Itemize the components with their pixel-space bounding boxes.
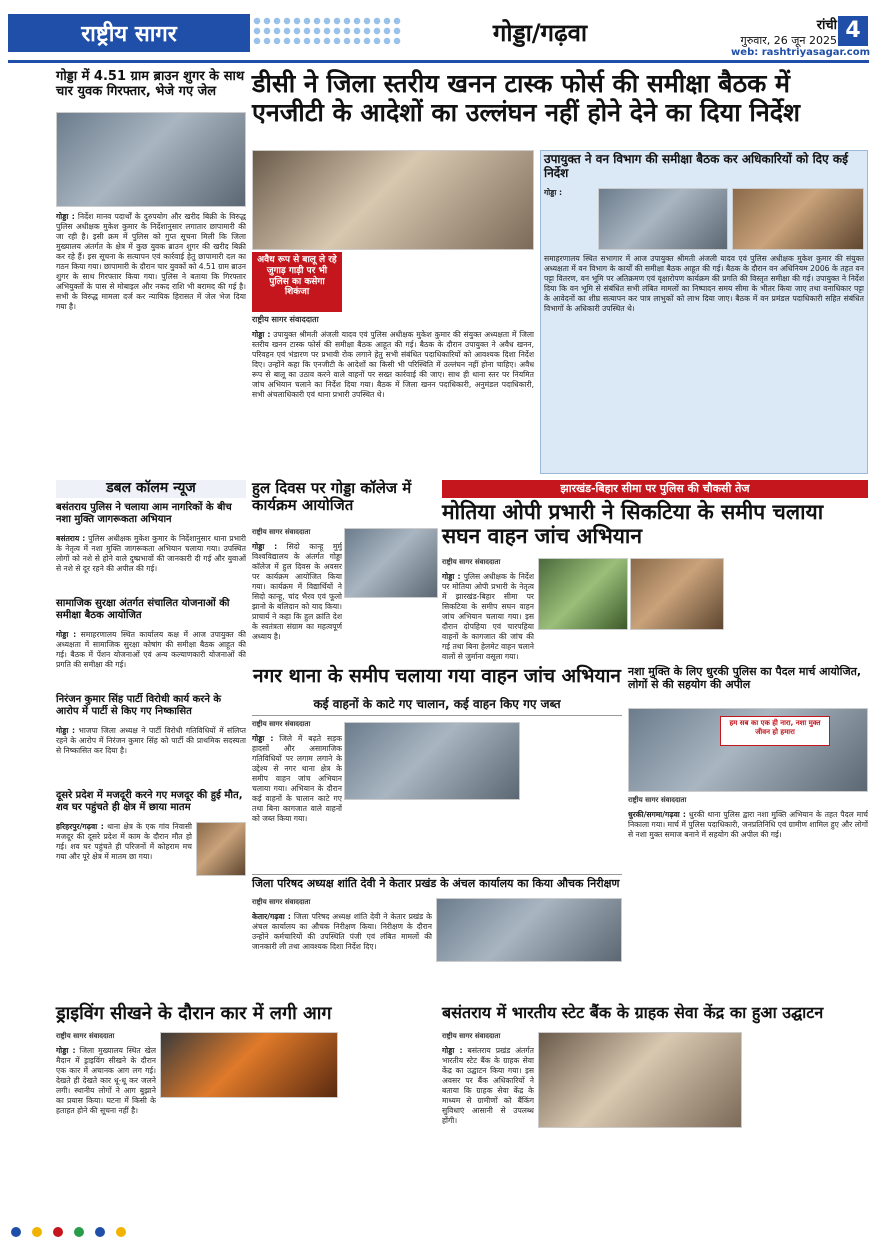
forest-text <box>544 188 594 250</box>
border-check-dateline: गोड्डा : <box>442 572 461 581</box>
sbi-text <box>442 1046 534 1216</box>
nagar-thana-dateline: गोड्डा : <box>252 734 274 743</box>
border-check-headline: मोतिया ओपी प्रभारी ने सिकटिया के समीप चलाया सघन वाहन जांच अभियान <box>442 500 824 549</box>
footer-dot-row <box>8 1222 869 1234</box>
drug-rally-byline: राष्ट्रीय सागर संवाददाता <box>628 796 687 804</box>
left-top-text <box>56 212 246 474</box>
left-top-headline: गोड्डा में 4.51 ग्राम ब्राउन शुगर के साथ चार युवक गिरफ्तार, भेजे गए जेल <box>56 69 245 99</box>
lead-byline: राष्ट्रीय सागर संवाददाता <box>252 315 319 324</box>
nagar-thana-subhead: कई वाहनों के काटे गए चालान, कई वाहन किए गए जब्त <box>252 698 622 716</box>
nagar-thana-byline: राष्ट्रीय सागर संवाददाता <box>252 720 311 728</box>
border-check-kicker: झारखंड-बिहार सीमा पर पुलिस की चौकसी तेज <box>442 480 868 498</box>
page-number: 4 <box>838 16 868 46</box>
footer-dot <box>95 1227 105 1237</box>
city-name: रांची <box>816 18 837 33</box>
double-column-body-2: समाहरणालय स्थित कार्यालय कक्ष में आज उपायुक्त की अध्यक्षता में सामाजिक सुरक्षा कोषांग की समीक्षा बैठक आहूत की गई। बैठक में पेंशन योजनाओं एवं अन्य कल्याणकारी योजनाओं की प्रगति की समीक्षा की गई। <box>56 630 246 670</box>
double-column-text-1 <box>56 534 246 596</box>
zila-parishad-dateline: केतार/गढ़वा : <box>252 912 291 921</box>
nagar-thana-headline: नगर थाना के समीप चलाया गया वाहन जांच अभियान <box>253 665 621 687</box>
car-fire-dateline: गोड्डा : <box>56 1046 76 1055</box>
lead-photo <box>252 150 534 250</box>
forest-photo-1 <box>598 188 728 250</box>
border-check-photo-2 <box>630 558 724 630</box>
double-column-headline-1: बसंतराय पुलिस ने चलाया आम नागरिकों के बीच नशा मुक्ति जागरूकता अभियान <box>56 502 232 525</box>
double-column-text-2 <box>56 630 246 692</box>
sbi-photo <box>538 1032 742 1128</box>
double-column-body-4: थाना क्षेत्र के एक गांव निवासी मजदूर की दूसरे प्रदेश में काम के दौरान मौत हो गई। शव घर पहुंचते ही परिजनों में कोहराम मच गया और पूरे क्षेत्र में मातम छा गया। <box>56 822 192 862</box>
border-check-body: पुलिस अधीक्षक के निर्देश पर मोतिया ओपी प्रभारी के नेतृत्व में झारखंड-बिहार सीमा पर सिकटिया के समीप सघन वाहन जांच अभियान चलाया गया। इस दौरान दोपहिया एवं चारपहिया वाहनों के कागजात की जांच की गई तथा बिना हेलमेट वाहन चलाने वालों से जुर्माना वसूला गया। <box>442 572 534 662</box>
hul-diwas-text <box>252 542 342 662</box>
double-column-text-3 <box>56 726 246 788</box>
lead-dateline: गोड्डा : <box>252 330 271 339</box>
double-column-headline-3: निरंजन कुमार सिंह पार्टी विरोधी कार्य करने के आरोप में पार्टी से किए गए निष्कासित <box>56 694 222 717</box>
car-fire-photo <box>160 1032 338 1098</box>
left-top-dateline: गोड्डा : <box>56 212 75 221</box>
forest-headline: उपायुक्त ने वन विभाग की समीक्षा बैठक कर अधिकारियों को दिए कई निर्देश <box>544 152 848 180</box>
drug-rally-dateline: धुरकी/सगमा/गढ़वा : <box>628 810 686 819</box>
footer-dot <box>116 1227 126 1237</box>
border-check-photo-1 <box>538 558 628 630</box>
double-column-dateline-3: गोड्डा : <box>56 726 76 735</box>
double-column-dateline-2: गोड्डा : <box>56 630 77 639</box>
left-top-photo <box>56 112 246 207</box>
drug-rally-text <box>628 810 868 990</box>
masthead-dot-pattern <box>252 16 402 44</box>
nagar-thana-photo <box>344 722 520 800</box>
forest-dateline: गोड्डा : <box>544 188 563 197</box>
hul-diwas-headline: हुल दिवस पर गोड्डा कॉलेज में कार्यक्रम आयोजित <box>252 479 412 515</box>
car-fire-text <box>56 1046 156 1216</box>
zila-parishad-headline: जिला परिषद अध्यक्ष शांति देवी ने केतार प्रखंड के अंचल कार्यालय का किया औचक निरीक्षण <box>252 874 622 894</box>
border-check-text <box>442 572 534 662</box>
lead-text <box>252 330 534 474</box>
sbi-body: बसंतराय प्रखंड अंतर्गत भारतीय स्टेट बैंक के ग्राहक सेवा केंद्र का उद्घाटन किया गया। इस अवसर पर बैंक अधिकारियों ने बताया कि ग्राहक सेवा केंद्र के माध्यम से ग्रामीणों को बैंकिंग सुविधाएं आसानी से उपलब्ध होंगी। <box>442 1046 534 1126</box>
sbi-byline: राष्ट्रीय सागर संवाददाता <box>442 1032 501 1040</box>
border-check-byline: राष्ट्रीय सागर संवाददाता <box>442 558 501 566</box>
double-column-dateline-1: बसंतराय : <box>56 534 86 543</box>
double-column-body-1: पुलिस अधीक्षक मुकेश कुमार के निर्देशानुसार थाना प्रभारी के नेतृत्व में नशा मुक्ति जागरूकता अभियान चलाया गया। उपस्थित लोगों को नशे से होने वाले दुष्प्रभावों की जानकारी दी गई और युवाओं से नशे से दूर रहने की अपील की गई। <box>56 534 246 574</box>
footer-dot <box>11 1227 21 1237</box>
footer-dot <box>53 1227 63 1237</box>
forest-photo-2 <box>732 188 864 250</box>
double-column-headline-4: दूसरे प्रदेश में मजदूरी करने गए मजदूर की हुई मौत, शव घर पहुंचते ही क्षेत्र में छाया मातम <box>56 790 243 813</box>
nagar-thana-body: जिले में बढ़ते सड़क हादसों और असामाजिक गतिविधियों पर लगाम लगाने के उद्देश्य से नगर थाना क्षेत्र के समीप वाहन जांच अभियान चलाया गया। अभियान के दौरान कई वाहनों के चालान काटे गए तथा बिना कागजात वाले वाहनों को जब्त किया गया। <box>252 734 342 824</box>
hul-diwas-byline: राष्ट्रीय सागर संवाददाता <box>252 528 311 536</box>
left-top-body: निर्देश मानव पदार्थों के दुरुपयोग और खरीद बिक्री के विरुद्ध पुलिस अधीक्षक मुकेश कुमार के निर्देशानुसार लगातार छापामारी की जा रही है। इसी क्रम में पुलिस को गुप्त सूचना मिली कि जिला मुख्यालय अंतर्गत के क्षेत्र में कुछ युवक ब्राउन शुगर की खरीद बिक्री कर रहे हैं। इस सूचना के सत्यापन एवं कार्रवाई हेतु छापामारी दल का गठन किया गया। छापामारी के दौरान चार युवकों को 4.51 ग्राम ब्राउन शुगर के साथ गिरफ्तार किया गया। पुलिस ने बताया कि गिरफ्तार अभियुक्तों के पास से मोबाइल और नकद राशि भी बरामद की गई है। सभी के विरुद्ध मामला दर्ज कर न्यायिक हिरासत में जेल भेज दिया गया है। <box>56 212 246 312</box>
zila-parishad-text <box>252 912 432 992</box>
hul-diwas-body: सिदो कान्हू मुर्मू विश्वविद्यालय के अंतर्गत गोड्डा कॉलेज में हुल दिवस के अवसर पर कार्यक्रम आयोजित किया गया। कार्यक्रम में विद्यार्थियों ने सिदो कान्हू, चांद भैरव एवं फूलो झानो के बलिदान को याद किया। प्राचार्य ने कहा कि हुल क्रांति देश के स्वतंत्रता संग्राम का महत्वपूर्ण अध्याय है। <box>252 542 342 642</box>
footer-dot <box>74 1227 84 1237</box>
sbi-dateline: गोड्डा : <box>442 1046 463 1055</box>
double-column-title: डबल कॉलम न्यूज <box>56 480 246 498</box>
car-fire-byline: राष्ट्रीय सागर संवाददाता <box>56 1032 115 1040</box>
sbi-headline: बसंतराय में भारतीय स्टेट बैंक के ग्राहक सेवा केंद्र का हुआ उद्घाटन <box>442 1003 824 1022</box>
issue-date: गुरुवार, 26 जून 2025 <box>740 34 837 47</box>
car-fire-headline: ड्राइविंग सीखने के दौरान कार में लगी आग <box>56 1003 332 1024</box>
double-column-headline-2: सामाजिक सुरक्षा अंतर्गत संचालित योजनाओं की समीक्षा बैठक आयोजित <box>56 598 230 621</box>
double-column-body-3: भाजपा जिला अध्यक्ष ने पार्टी विरोधी गतिविधियों में संलिप्त रहने के आरोप में निरंजन कुमार सिंह को पार्टी की प्राथमिक सदस्यता से निष्कासित कर दिया है। <box>56 726 246 756</box>
zila-parishad-body: जिला परिषद अध्यक्ष शांति देवी ने केतार प्रखंड के अंचल कार्यालय का औचक निरीक्षण किया। निरीक्षण के दौरान उन्होंने कर्मचारियों की उपस्थिति पंजी एवं लंबित मामलों की जानकारी ली तथा आवश्यक दिशा निर्देश दिए। <box>252 912 432 952</box>
drug-rally-body: धुरकी थाना पुलिस द्वारा नशा मुक्ति अभियान के तहत पैदल मार्च निकाला गया। मार्च में पुलिस पदाधिकारी, जनप्रतिनिधि एवं ग्रामीण शामिल हुए और लोगों से नशा मुक्त समाज बनाने में सहयोग की अपील की गई। <box>628 810 868 840</box>
double-column-dateline-4: हरिहरपुर/गढ़वा : <box>56 822 104 831</box>
masthead-brand: राष्ट्रीय सागर <box>8 14 250 52</box>
footer-dot <box>32 1227 42 1237</box>
forest-body: समाहरणालय स्थित सभागार में आज उपायुक्त श्रीमती अंजली यादव एवं पुलिस अधीक्षक मुकेश कुमार की संयुक्त अध्यक्षता में वन विभाग के कार्यों की समीक्षा बैठक आहूत की गई। बैठक के दौरान वन अधिनियम 2006 के तहत वन पट्टा वितरण, वन भूमि पर अतिक्रमण एवं वृक्षारोपण कार्यक्रम की प्रगति की विस्तृत समीक्षा की गई। उपायुक्त ने निर्देश दिया कि वन भूमि से संबंधित सभी लंबित मामलों का निष्पादन समय सीमा के भीतर किया जाए तथा वनाधिकार पट्टा के आवेदनों का शीघ्र सत्यापन कर पात्र लाभुकों को लाभ दिया जाए। बैठक में वन प्रमंडल पदाधिकारी सहित संबंधित विभागों के अधिकारी उपस्थित थे। <box>544 254 864 314</box>
lead-photo-caption: अवैध रूप से बालू ले रहे जुगाड़ गाड़ी पर भी पुलिस का कसेगा शिकंजा <box>252 252 342 312</box>
double-column-text-4 <box>56 822 192 1002</box>
section-title: गोड्डा/गढ़वा <box>492 19 588 47</box>
zila-parishad-photo <box>436 898 622 962</box>
drug-rally-headline: नशा मुक्ति के लिए धुरकी पुलिस का पैदल मार्च आयोजित, लोगों से की सहयोग की अपील <box>628 665 862 691</box>
zila-parishad-byline: राष्ट्रीय सागर संवाददाता <box>252 898 311 906</box>
lead-headline: डीसी ने जिला स्तरीय खनन टास्क फोर्स की समीक्षा बैठक में एनजीटी के आदेशों का उल्लंघन नहीं होने देने का दिया निर्देश <box>252 69 801 127</box>
hul-diwas-photo <box>344 528 438 598</box>
lead-body: उपायुक्त श्रीमती अंजली यादव एवं पुलिस अधीक्षक मुकेश कुमार की संयुक्त अध्यक्षता में जिला स्तरीय खनन टास्क फोर्स की समीक्षा बैठक आहूत की गई। बैठक के दौरान उपायुक्त ने अवैध खनन, परिवहन एवं भंडारण पर प्रभावी रोक लगाने हेतु सभी संबंधित पदाधिकारियों को आवश्यक दिशा निर्देश दिए। उन्होंने कहा कि एनजीटी के आदेशों का किसी भी परिस्थिति में उल्लंघन नहीं होना चाहिए। अवैध रूप से बालू का उठाव करने वाले वाहनों पर सख्त कार्रवाई की जाए। साथ ही थाना स्तर पर नियमित जांच अभियान चलाने का निर्देश दिया गया। बैठक में जिला खनन पदाधिकारी, अनुमंडल पदाधिकारी, सभी अंचलाधिकारी एवं थाना प्रभारी उपस्थित थे। <box>252 330 534 400</box>
car-fire-body: जिला मुख्यालय स्थित खेल मैदान में ड्राइविंग सीखने के दौरान एक कार में अचानक आग लग गई। देखते ही देखते कार धू-धू कर जलने लगी। स्थानीय लोगों ने आग बुझाने का प्रयास किया। घटना में किसी के हताहत होने की सूचना नहीं है। <box>56 1046 156 1116</box>
website-link[interactable]: web: rashtriyasagar.com <box>731 47 870 58</box>
hul-diwas-dateline: गोड्डा : <box>252 542 278 551</box>
double-column-photo-4 <box>196 822 246 876</box>
nagar-thana-text <box>252 734 342 854</box>
drug-rally-banner: हम सब का एक ही नारा, नशा मुक्त जीवन हो हमारा <box>720 716 830 746</box>
masthead-rule <box>8 60 869 63</box>
